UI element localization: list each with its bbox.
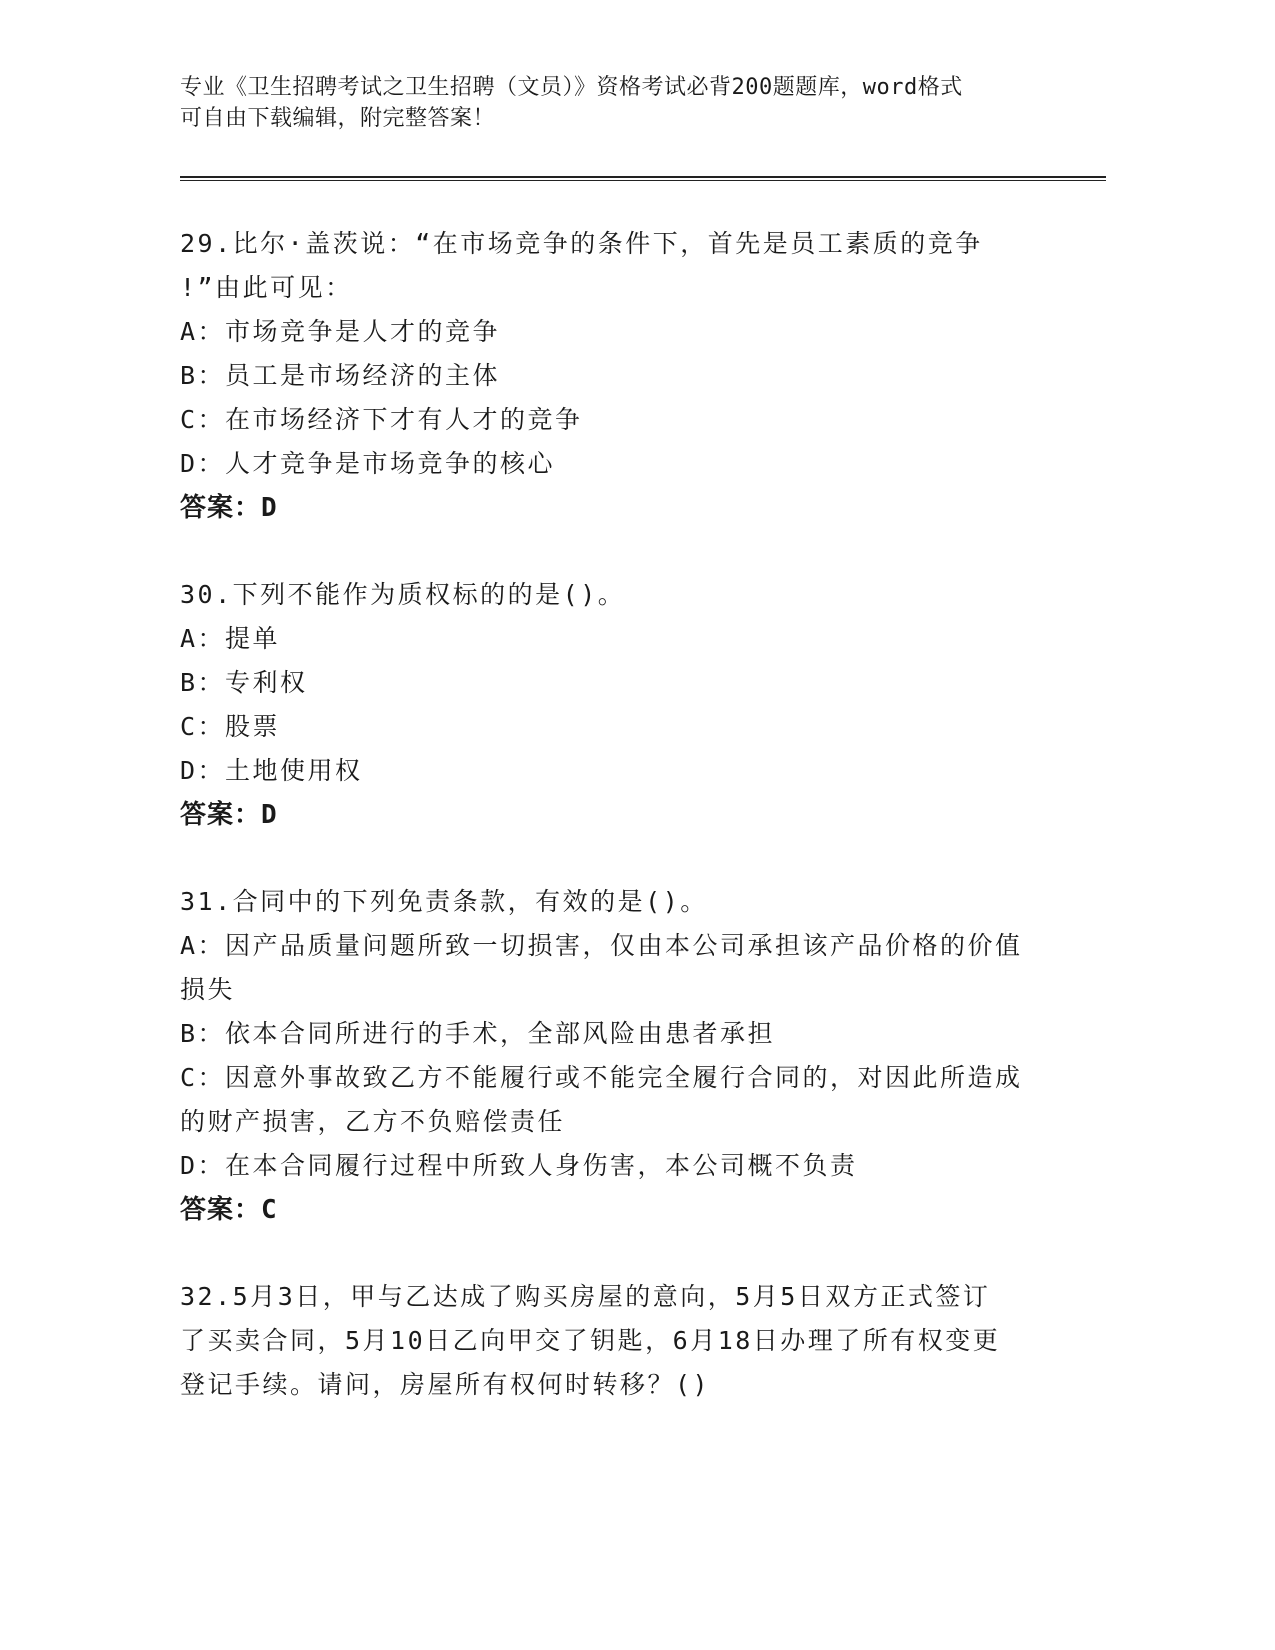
question-30	[180, 573, 1040, 837]
question-stem: 登记手续。请问，房屋所有权何时转移？()	[180, 1370, 711, 1399]
question-31	[180, 880, 1040, 1232]
question-list	[180, 222, 1040, 1450]
option-c: C：因意外事故致乙方不能履行或不能完全履行合同的，对因此所造成	[180, 1063, 1023, 1092]
header-line-1: 专业《卫生招聘考试之卫生招聘（文员）》资格考试必背200题题库，word格式	[180, 75, 963, 100]
question-stem: !”由此可见：	[180, 273, 353, 302]
question-stem: 了买卖合同，5月10日乙向甲交了钥匙，6月18日办理了所有权变更	[180, 1326, 1001, 1355]
option-c: C：股票	[180, 712, 281, 741]
question-stem: 29.比尔·盖茨说：“在市场竞争的条件下，首先是员工素质的竞争	[180, 229, 983, 258]
header-divider-thin	[180, 180, 1106, 181]
option-d: D：人才竞争是市场竞争的核心	[180, 449, 556, 478]
option-c: C：在市场经济下才有人才的竞争	[180, 405, 583, 434]
option-b: B：依本合同所进行的手术，全部风险由患者承担	[180, 1019, 776, 1048]
option-b: B：员工是市场经济的主体	[180, 361, 501, 390]
question-stem: 30.下列不能作为质权标的的是()。	[180, 580, 626, 609]
header-divider	[180, 176, 1106, 181]
option-a-cont: 损失	[180, 975, 236, 1004]
header-line-2: 可自由下载编辑，附完整答案！	[180, 106, 496, 131]
page-header	[180, 72, 1040, 134]
option-c-cont: 的财产损害，乙方不负赔偿责任	[180, 1107, 566, 1136]
answer-line: 答案：D	[180, 800, 278, 830]
answer-line: 答案：C	[180, 1195, 278, 1225]
question-32	[180, 1275, 1040, 1407]
option-a: A：因产品质量问题所致一切损害，仅由本公司承担该产品价格的价值	[180, 931, 1023, 960]
option-d: D：土地使用权	[180, 756, 363, 785]
answer-line: 答案：D	[180, 493, 278, 523]
question-29	[180, 222, 1040, 530]
option-a: A：市场竞争是人才的竞争	[180, 317, 501, 346]
option-d: D：在本合同履行过程中所致人身伤害，本公司概不负责	[180, 1151, 858, 1180]
header-divider-thick	[180, 176, 1106, 178]
question-stem: 31.合同中的下列免责条款，有效的是()。	[180, 887, 708, 916]
question-stem: 32.5月3日，甲与乙达成了购买房屋的意向，5月5日双方正式签订	[180, 1282, 991, 1311]
option-b: B：专利权	[180, 668, 308, 697]
option-a: A：提单	[180, 624, 281, 653]
